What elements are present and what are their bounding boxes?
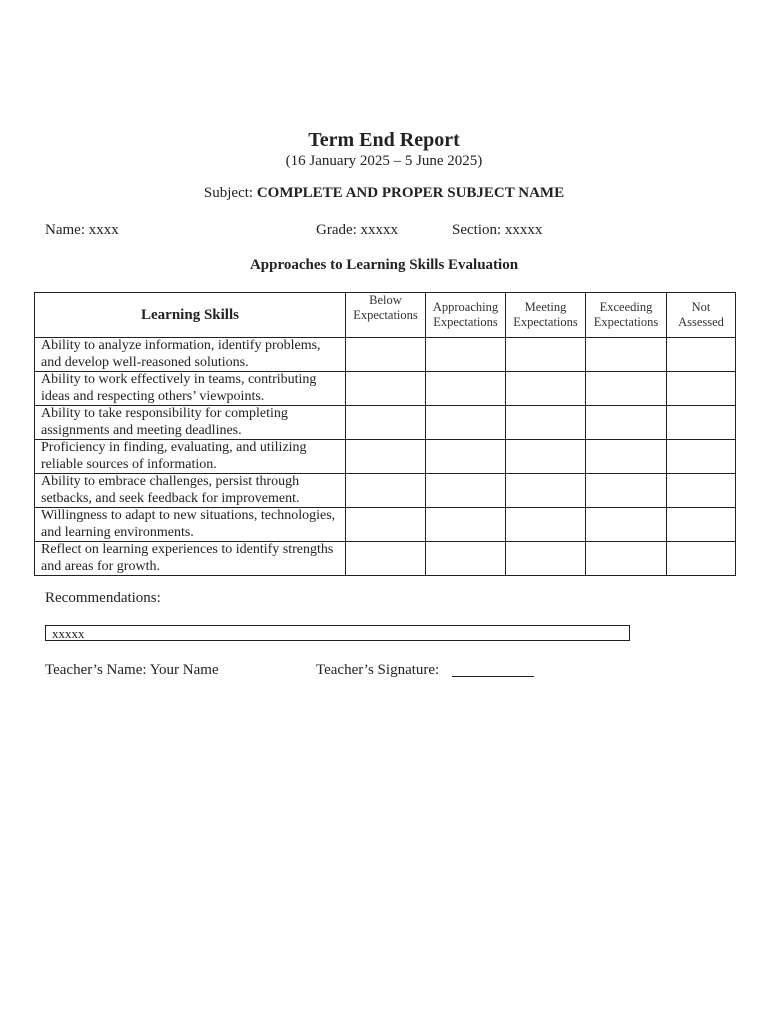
rating-cell-exceeding[interactable] bbox=[586, 338, 667, 372]
table-row bbox=[35, 372, 736, 406]
rating-cell-below[interactable] bbox=[346, 338, 426, 372]
rating-cell-exceeding[interactable] bbox=[586, 474, 667, 508]
rating-cell-approaching[interactable] bbox=[426, 474, 506, 508]
rating-cell-exceeding[interactable] bbox=[586, 508, 667, 542]
recommendations-field[interactable]: xxxxx bbox=[45, 625, 630, 641]
recommendations-label: Recommendations: bbox=[45, 590, 161, 606]
rating-cell-not-assessed[interactable] bbox=[667, 440, 736, 474]
table-row bbox=[35, 474, 736, 508]
rating-cell-not-assessed[interactable] bbox=[667, 406, 736, 440]
skill-description: Willingness to adapt to new situations, technologies, and learning environments. bbox=[35, 508, 346, 542]
rating-cell-meeting[interactable] bbox=[506, 406, 586, 440]
rating-cell-below[interactable] bbox=[346, 440, 426, 474]
rating-cell-exceeding[interactable] bbox=[586, 440, 667, 474]
rating-cell-meeting[interactable] bbox=[506, 474, 586, 508]
header-below-expectations: Below Expectations bbox=[346, 293, 426, 338]
rating-cell-not-assessed[interactable] bbox=[667, 508, 736, 542]
header-not-assessed: Not Assessed bbox=[667, 293, 736, 338]
rating-cell-not-assessed[interactable] bbox=[667, 542, 736, 576]
header-approaching-expectations: Approaching Expectations bbox=[426, 293, 506, 338]
student-name: Name: xxxx bbox=[45, 222, 119, 238]
table-row bbox=[35, 338, 736, 372]
subject-label: Subject: bbox=[203, 185, 257, 201]
signature-line[interactable] bbox=[452, 661, 534, 677]
table-header-row bbox=[35, 293, 736, 338]
skills-evaluation-table bbox=[34, 292, 736, 576]
subject-line bbox=[0, 184, 768, 202]
rating-cell-below[interactable] bbox=[346, 372, 426, 406]
rating-cell-exceeding[interactable] bbox=[586, 542, 667, 576]
subject-value: COMPLETE AND PROPER SUBJECT NAME bbox=[256, 185, 565, 201]
rating-cell-below[interactable] bbox=[346, 542, 426, 576]
header-learning-skills: Learning Skills bbox=[35, 293, 346, 338]
rating-cell-not-assessed[interactable] bbox=[667, 338, 736, 372]
section-title: Approaches to Learning Skills Evaluation bbox=[249, 257, 519, 273]
rating-cell-approaching[interactable] bbox=[426, 508, 506, 542]
teacher-name: Teacher’s Name: Your Name bbox=[45, 662, 219, 678]
rating-cell-approaching[interactable] bbox=[426, 440, 506, 474]
skill-description: Proficiency in finding, evaluating, and utilizing reliable sources of information. bbox=[35, 440, 346, 474]
rating-cell-approaching[interactable] bbox=[426, 406, 506, 440]
rating-cell-approaching[interactable] bbox=[426, 338, 506, 372]
skill-description: Ability to embrace challenges, persist through setbacks, and seek feedback for improvement. bbox=[35, 474, 346, 508]
rating-cell-approaching[interactable] bbox=[426, 542, 506, 576]
rating-cell-exceeding[interactable] bbox=[586, 372, 667, 406]
rating-cell-meeting[interactable] bbox=[506, 508, 586, 542]
skill-description: Ability to take responsibility for completing assignments and meeting deadlines. bbox=[35, 406, 346, 440]
table-row bbox=[35, 406, 736, 440]
rating-cell-meeting[interactable] bbox=[506, 338, 586, 372]
rating-cell-meeting[interactable] bbox=[506, 440, 586, 474]
rating-cell-not-assessed[interactable] bbox=[667, 474, 736, 508]
skill-description: Reflect on learning experiences to identify strengths and areas for growth. bbox=[35, 542, 346, 576]
report-dates: (16 January 2025 – 5 June 2025) bbox=[285, 153, 483, 169]
table-row bbox=[35, 440, 736, 474]
rating-cell-not-assessed[interactable] bbox=[667, 372, 736, 406]
student-section: Section: xxxxx bbox=[452, 222, 543, 238]
rating-cell-below[interactable] bbox=[346, 474, 426, 508]
student-grade: Grade: xxxxx bbox=[316, 222, 399, 238]
rating-cell-meeting[interactable] bbox=[506, 542, 586, 576]
skill-description: Ability to analyze information, identify problems, and develop well-reasoned solutions. bbox=[35, 338, 346, 372]
header-exceeding-expectations: Exceeding Expectations bbox=[586, 293, 667, 338]
rating-cell-below[interactable] bbox=[346, 406, 426, 440]
rating-cell-below[interactable] bbox=[346, 508, 426, 542]
rating-cell-exceeding[interactable] bbox=[586, 406, 667, 440]
header-meeting-expectations: Meeting Expectations bbox=[506, 293, 586, 338]
report-title: Term End Report bbox=[308, 129, 460, 151]
skill-description: Ability to work effectively in teams, contributing ideas and respecting others’ viewpoints. bbox=[35, 372, 346, 406]
table-row bbox=[35, 542, 736, 576]
rating-cell-approaching[interactable] bbox=[426, 372, 506, 406]
rating-cell-meeting[interactable] bbox=[506, 372, 586, 406]
table-row bbox=[35, 508, 736, 542]
teacher-signature-label: Teacher’s Signature: bbox=[316, 662, 440, 678]
